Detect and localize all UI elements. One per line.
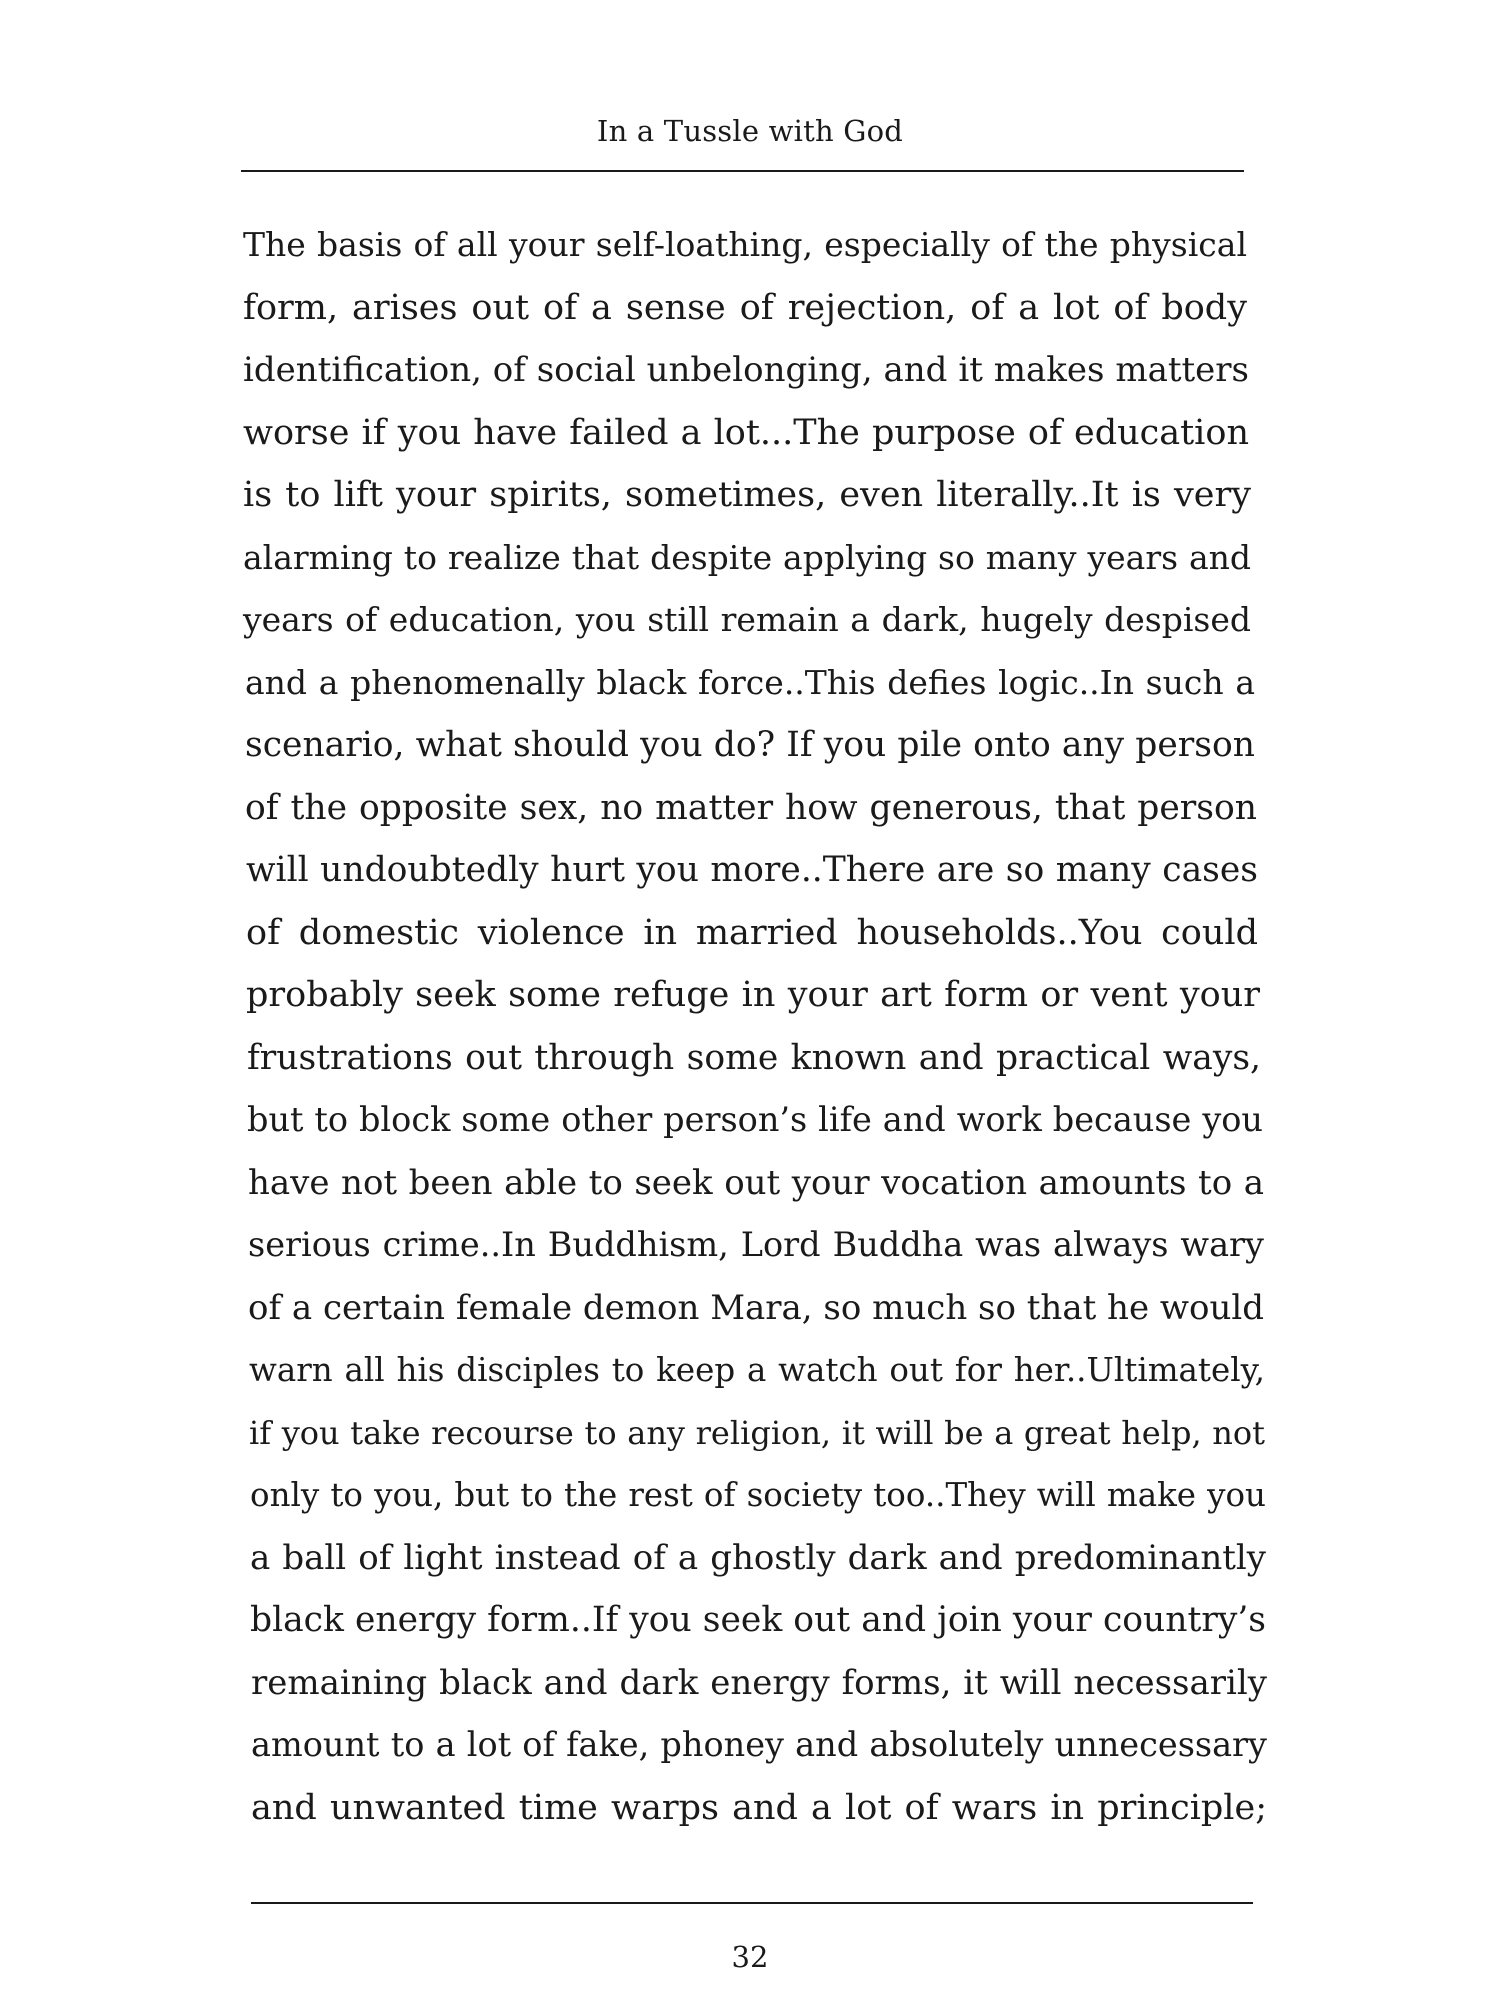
text-line: serious crime..In Buddhism, Lord Buddha was always wary [248, 1225, 1264, 1264]
footer-rule [251, 1902, 1253, 1904]
text-line: will undoubtedly hurt you more..There are so many cases [246, 850, 1258, 890]
text-line: of the opposite sex, no matter how generous, that person [245, 787, 1257, 828]
text-line: probably seek some refuge in your art form or vent your [246, 975, 1260, 1015]
text-line: a ball of light instead of a ghostly dark and predominantly [250, 1537, 1266, 1578]
text-line: but to block some other person’s life and work because you [247, 1100, 1263, 1139]
page-number: 32 [731, 1940, 769, 1974]
text-line: and a phenomenally black force..This defies logic..In such a [245, 662, 1255, 702]
text-line: identification, of social unbelonging, and it makes matters [243, 350, 1249, 390]
header-rule [241, 170, 1244, 172]
text-line: and unwanted time warps and a lot of wars in principle; [251, 1787, 1267, 1828]
text-line: black energy form..If you seek out and join your country’s [250, 1600, 1266, 1640]
text-line: worse if you have failed a lot...The purpose of education [243, 412, 1249, 453]
text-line: alarming to realize that despite applying so many years and [243, 537, 1251, 577]
text-line: warn all his disciples to keep a watch out for her..Ultimately, [249, 1351, 1265, 1389]
text-line: scenario, what should you do? If you pile onto any person [245, 725, 1255, 765]
text-line: only to you, but to the rest of society too..They will make you [250, 1476, 1266, 1514]
text-line: if you take recourse to any religion, it will be a great help, not [249, 1413, 1265, 1452]
text-line: frustrations out through some known and practical ways, [247, 1037, 1261, 1078]
text-line: The basis of all your self-loathing, especially of the physical [243, 225, 1247, 264]
text-line: amount to a lot of fake, phoney and absolutely unnecessary [251, 1725, 1267, 1764]
text-line: have not been able to seek out your vocation amounts to a [248, 1162, 1264, 1203]
running-header-title: In a Tussle with God [596, 114, 904, 148]
text-line: years of education, you still remain a dark, hugely despised [243, 600, 1251, 639]
text-line: of domestic violence in married households..You could [246, 912, 1258, 953]
text-line: form, arises out of a sense of rejection, of a lot of body [243, 287, 1247, 328]
text-line: is to lift your spirits, sometimes, even literally..It is very [243, 475, 1251, 515]
text-line: of a certain female demon Mara, so much so that he would [248, 1287, 1264, 1328]
text-line: remaining black and dark energy forms, it will necessarily [251, 1662, 1267, 1703]
body-paragraph [243, 214, 1267, 1839]
